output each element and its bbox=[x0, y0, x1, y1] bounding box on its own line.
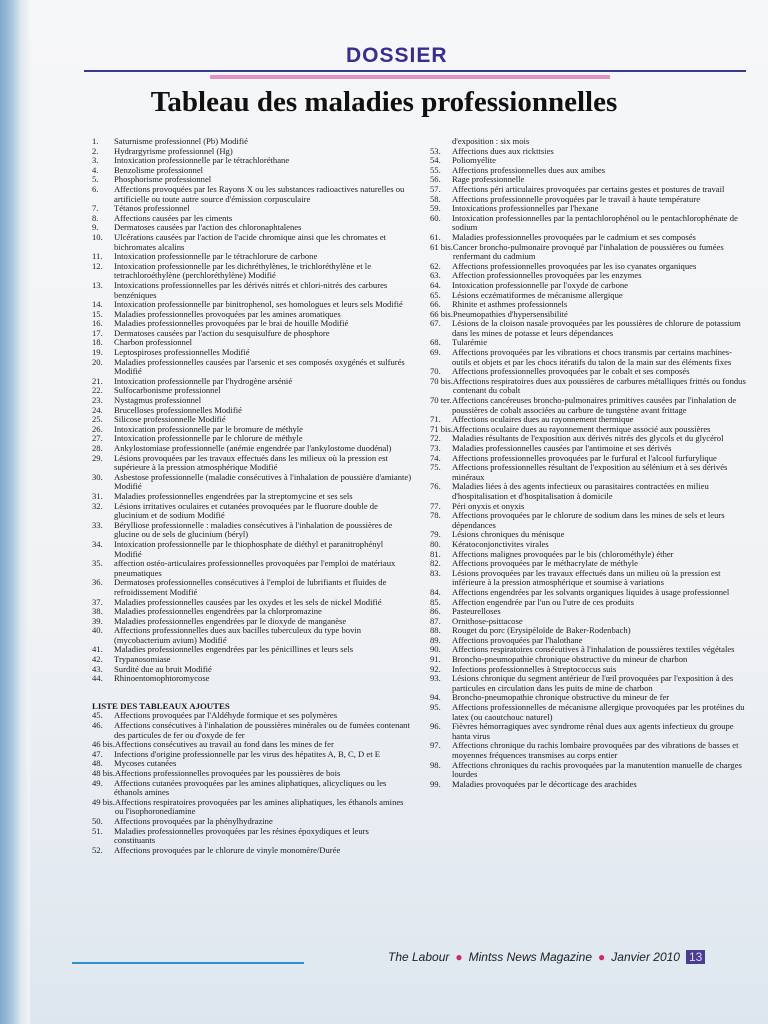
list-item bbox=[92, 540, 412, 559]
item-text: Affections professionnelles provoquées par le furfural et l'alcool furfurylique bbox=[452, 452, 717, 463]
item-text: Affections oculaires dues au rayonnement thermique bbox=[452, 414, 634, 425]
item-text: Phosphorisme professionnel bbox=[114, 174, 212, 185]
item-number: 41. bbox=[92, 644, 103, 655]
list-item bbox=[430, 511, 746, 530]
item-text: Intoxication professionnelle par le tétrachlorure de carbone bbox=[114, 251, 318, 262]
item-text: Affections provoquées par l'Aldéhyde formique et ses polymères bbox=[114, 710, 338, 721]
item-text: Affections professionnelles de mécanisme allergique provoquées par les protéines du latex (ou caoutchouc naturel) bbox=[452, 702, 745, 722]
item-text: Affections professionnelles provoquées par les iso cyanates organiques bbox=[452, 260, 697, 271]
item-number: 1. bbox=[92, 136, 99, 146]
item-number: 33. bbox=[92, 519, 103, 530]
item-text: Maladies professionnelles engendrées par la chlorpromazine bbox=[114, 606, 322, 617]
footer-magazine: Mintss News Magazine bbox=[468, 950, 593, 964]
list-item bbox=[430, 482, 746, 501]
item-number: 84. bbox=[430, 586, 441, 597]
item-number: 92. bbox=[430, 663, 441, 674]
item-text: Surdité due au bruit Modifié bbox=[114, 663, 212, 674]
item-text: Affections provoquées par les Rayons X ou les substances radioactives naturelles ou artificielle ou toute autre source d'émission corpusculaire bbox=[114, 183, 405, 204]
item-text: Ankylostomiase professionnelle (anémie engendrée par l'ankylostome duodénal) bbox=[114, 443, 392, 453]
item-text: Cancer broncho-pulmonaire provoqué par l'inhalation de poussières ou fumées renfermant du cadmium bbox=[452, 241, 724, 262]
item-text: Affections provoquées par les vibrations et chocs transmis par certains machines-outils et objets et par les chocs itératifs du talon de la main sur des éléments fixes bbox=[452, 347, 733, 367]
list-item bbox=[430, 722, 746, 741]
item-number: 5. bbox=[92, 174, 99, 185]
item-number: 46. bbox=[92, 720, 103, 731]
item-text: Broncho-pneumopathie chronique obstructive du mineur de charbon bbox=[452, 654, 688, 665]
item-number: 52. bbox=[92, 844, 103, 855]
item-text: Affections chronique du rachis lombaire provoquées par des vibrations de basses et moyennes fréquences transmises au corps entier bbox=[452, 740, 739, 760]
item-text: Maladies résultants de l'exposition aux dérivés nitrés des glycols et du glycérol bbox=[452, 433, 724, 444]
item-text: Maladies liées à des agents infectieux ou parasitaires contractées en milieu d'hospitalisation et d'hospitalisation à domicile bbox=[452, 481, 709, 501]
item-text: Asbestose professionnelle (maladie consécutives à l'inhalation de poussière d'amiante) Modifié bbox=[114, 471, 412, 492]
item-number: 89. bbox=[430, 634, 441, 645]
item-text: Rage professionnelle bbox=[452, 174, 525, 185]
item-text: Intoxication professionnelle par le chlorure de méthyle bbox=[114, 433, 303, 444]
item-number: 25. bbox=[92, 414, 103, 425]
item-text: Affections causées par les ciments bbox=[114, 212, 233, 223]
item-number: 54. bbox=[430, 155, 441, 166]
item-number: 63. bbox=[430, 270, 441, 281]
list-item bbox=[430, 703, 746, 722]
item-number: 78. bbox=[430, 510, 441, 521]
item-number: 79. bbox=[430, 529, 441, 540]
list-item bbox=[92, 674, 412, 684]
item-number: 29. bbox=[92, 452, 103, 463]
item-number: 70 ter. bbox=[430, 395, 452, 406]
item-number: 67. bbox=[430, 318, 441, 329]
item-number: 62. bbox=[430, 260, 441, 271]
item-number: 13. bbox=[92, 279, 103, 290]
item-text: Lésions provoquées par les travaux effectués dans un milieu où la pression est inférieure à la pression atmosphérique et soumise à variations bbox=[452, 567, 721, 588]
item-text: Dermatoses causées par l'action du sesquisulfure de phosphore bbox=[114, 327, 330, 338]
item-number: 77. bbox=[430, 500, 441, 511]
item-number: 2. bbox=[92, 145, 99, 156]
item-text: Lésions eczématiformes de mécanisme allergique bbox=[452, 289, 623, 300]
continued-text: d'exposition : six mois bbox=[452, 136, 530, 146]
item-text: Affections professionnelles résultant de l'exposition au sélénium et à ses dérivés minéraux bbox=[452, 462, 728, 482]
item-number: 96. bbox=[430, 721, 441, 732]
list-item bbox=[430, 463, 746, 482]
item-text: Rhinoentomophtoromycose bbox=[114, 673, 210, 684]
item-number: 66 bis. bbox=[430, 308, 453, 319]
item-number: 59. bbox=[430, 203, 441, 214]
item-number: 80. bbox=[430, 538, 441, 549]
item-number: 83. bbox=[430, 567, 441, 578]
list-item bbox=[92, 233, 412, 252]
item-text: Intoxication professionnelles par la pentachlorophénol ou le pentachlorophénate de sodium bbox=[452, 212, 738, 233]
item-number: 22. bbox=[92, 385, 103, 396]
item-text: Affections provoquées par le chlorure de sodium dans les mines de sels et leurs dépendances bbox=[452, 510, 725, 530]
item-text: Affections respiratoires dues aux poussières de carbures métalliques frittés ou fondus contenant du cobalt bbox=[452, 375, 746, 396]
list-item bbox=[92, 779, 412, 798]
item-number: 93. bbox=[430, 673, 441, 684]
item-text: Lésions irritatives oculaires et cutanées provoquées par le fluorure double de glucinium et de sodium Modifié bbox=[114, 500, 378, 521]
item-text: Fièvres hémorragiques avec syndrome rénal dues aux agents infectieux du groupe hanta virus bbox=[452, 721, 734, 741]
item-text: Affections provoquées par la phénylhydrazine bbox=[114, 815, 273, 826]
item-text: Maladies professionnelles provoquées par le cadmium et ses composés bbox=[452, 231, 696, 242]
item-text: Rouget du porc (Erysipéloïde de Baker-Rodenbach) bbox=[452, 625, 631, 636]
item-number: 74. bbox=[430, 452, 441, 463]
list-item bbox=[430, 741, 746, 760]
disease-list-right bbox=[430, 147, 746, 790]
item-text: Ulcérations causées par l'action de l'acide chromique ainsi que les chromates et bichromates alcalins bbox=[114, 231, 387, 252]
item-number: 21. bbox=[92, 375, 103, 386]
list-item bbox=[92, 798, 412, 817]
list-item bbox=[430, 214, 746, 233]
item-text: affection ostéo-articulaires professionnelles provoquées par l'emploi de matériaux pneumatiques bbox=[114, 558, 396, 578]
item-text: Mycoses cutanées bbox=[114, 758, 177, 769]
item-text: Péri onyxis et onyxis bbox=[452, 500, 525, 511]
item-text: Intoxication professionnelle par les dichréthylènes, le trichloréthylène et le tetrachloroéthylène (perchloréthylène) Modifié bbox=[114, 260, 372, 281]
item-text: Saturnisme professionnel (Pb) Modifié bbox=[114, 136, 248, 146]
item-text: Silicose professionnelle Modifié bbox=[114, 414, 226, 425]
item-number: 90. bbox=[430, 644, 441, 655]
item-text: Infections professionnelles à Streptococcus suis bbox=[452, 663, 617, 674]
item-number: 69. bbox=[430, 347, 441, 358]
item-number: 28. bbox=[92, 443, 103, 453]
item-number: 48. bbox=[92, 758, 103, 769]
item-text: Maladies provoquées par le décorticage des arachides bbox=[452, 778, 637, 789]
item-number: 64. bbox=[430, 279, 441, 290]
item-text: Maladies professionnelles provoquées par les résines époxydiques et leurs constituants bbox=[114, 825, 369, 846]
item-number: 27. bbox=[92, 433, 103, 444]
list-item bbox=[92, 559, 412, 578]
item-text: Affections provoquées par le méthacrylate de méthyle bbox=[452, 558, 638, 569]
item-text: Affections provoquées par l'halothane bbox=[452, 634, 583, 645]
item-text: Affections professionnelles provoquées par les poussières de bois bbox=[114, 768, 341, 778]
item-number: 40. bbox=[92, 625, 103, 636]
list-item bbox=[92, 454, 412, 473]
item-number: 8. bbox=[92, 212, 99, 223]
item-number: 12. bbox=[92, 260, 103, 271]
footer-rule bbox=[72, 962, 304, 964]
list-item bbox=[430, 761, 746, 780]
list-item bbox=[430, 377, 746, 396]
footer-date: Janvier 2010 bbox=[611, 950, 680, 964]
item-text: Maladies professionnelles engendrées par la streptomycine et ses sels bbox=[114, 490, 353, 501]
item-text: Poliomyélite bbox=[452, 155, 496, 166]
item-number: 60. bbox=[430, 212, 441, 223]
item-number: 36. bbox=[92, 577, 103, 588]
item-text: Lésions de la cloison nasale provoquées par les poussières de chlorure de potassium dans les mines de potasse et leurs dépendances bbox=[452, 318, 741, 338]
item-number: 44. bbox=[92, 673, 103, 684]
list-item bbox=[430, 348, 746, 367]
item-number: 97. bbox=[430, 740, 441, 751]
item-number: 23. bbox=[92, 395, 103, 406]
item-number: 50. bbox=[92, 815, 103, 826]
list-item bbox=[92, 262, 412, 281]
item-number: 38. bbox=[92, 606, 103, 617]
item-number: 53. bbox=[430, 145, 441, 156]
list-item bbox=[92, 846, 412, 856]
item-text: Benzolisme professionnel bbox=[114, 164, 204, 175]
item-text: Affections consécutives au travail au fond dans les mines de fer bbox=[114, 739, 334, 750]
item-number: 81. bbox=[430, 548, 441, 559]
item-number: 76. bbox=[430, 481, 441, 492]
item-number: 17. bbox=[92, 327, 103, 338]
item-number: 75. bbox=[430, 462, 441, 473]
item-number: 11. bbox=[92, 251, 103, 262]
item-number: 82. bbox=[430, 558, 441, 569]
item-number: 6. bbox=[92, 183, 99, 194]
item-text: Maladies professionnelles engendrées par le dioxyde de manganèse bbox=[114, 615, 347, 626]
item-number: 49. bbox=[92, 777, 103, 788]
item-number: 61 bis. bbox=[430, 241, 453, 252]
item-text: Dermatoses professionnelles consécutives à l'emploi de lubrifiants et fluides de refroidissement Modifié bbox=[114, 577, 387, 597]
item-number: 43. bbox=[92, 663, 103, 674]
item-text: Intoxications professionnelles par l'hexane bbox=[452, 203, 599, 214]
item-number: 19. bbox=[92, 347, 103, 358]
list-item bbox=[430, 319, 746, 338]
item-number: 14. bbox=[92, 299, 103, 310]
item-text: Ornithose-psittacose bbox=[452, 615, 523, 626]
item-text: Pasteurelloses bbox=[452, 606, 501, 617]
magazine-spine bbox=[0, 0, 30, 1024]
item-number: 58. bbox=[430, 193, 441, 204]
item-number: 46 bis. bbox=[92, 739, 115, 750]
item-number: 66. bbox=[430, 299, 441, 310]
item-number: 26. bbox=[92, 423, 103, 434]
item-number: 15. bbox=[92, 308, 103, 319]
list-item bbox=[92, 358, 412, 377]
item-number: 73. bbox=[430, 443, 441, 453]
item-number: 45. bbox=[92, 710, 103, 721]
item-number: 34. bbox=[92, 538, 103, 549]
section-label: DOSSIER bbox=[346, 44, 448, 67]
item-text: Affections consécutives à l'inhalation de poussières minérales ou de fumées contenant des particules de fer ou d'oxyde de fer bbox=[114, 720, 410, 740]
item-number: 30. bbox=[92, 471, 103, 482]
item-number: 94. bbox=[430, 692, 441, 703]
page-number: 13 bbox=[686, 950, 705, 964]
item-text: Affection professionnelles provoquées par les enzymes bbox=[452, 270, 642, 281]
item-number: 47. bbox=[92, 748, 103, 759]
item-text: Intoxication professionnelle par l'hydrogène arsénié bbox=[114, 375, 293, 386]
item-number: 65. bbox=[430, 289, 441, 300]
item-number: 71. bbox=[430, 414, 441, 425]
item-text: Dermatoses causées par l'action des chloronaphtalenes bbox=[114, 222, 302, 233]
list-item bbox=[92, 827, 412, 846]
item-number: 42. bbox=[92, 654, 103, 665]
left-column bbox=[92, 137, 412, 855]
list-item bbox=[430, 780, 746, 790]
item-text: Intoxication professionnelle par l'oxyde de carbone bbox=[452, 279, 628, 290]
item-text: Affections professionnelles provoquées par le cobalt et ses composés bbox=[452, 366, 690, 377]
added-tables-list bbox=[92, 711, 412, 855]
item-number: 95. bbox=[430, 702, 441, 713]
item-number: 51. bbox=[92, 825, 103, 836]
item-text: Intoxications professionnelles par les dérivés nitrés et chlori-nitrés des carbures benzéniques bbox=[114, 279, 388, 300]
item-text: Affections professionnelles dues aux amibes bbox=[452, 164, 606, 175]
item-number: 35. bbox=[92, 558, 103, 569]
item-text: Affections cutanées provoquées par les amines aliphatiques, alicycliques ou les éthanols amines bbox=[114, 777, 387, 798]
item-text: Rhinite et asthmes professionnels bbox=[452, 299, 568, 310]
list-item bbox=[92, 626, 412, 645]
item-number: 37. bbox=[92, 596, 103, 607]
item-number: 99. bbox=[430, 778, 441, 789]
item-text: Affections professionnelle provoquées par le travail à haute température bbox=[452, 193, 701, 204]
item-number: 18. bbox=[92, 337, 103, 348]
list-item bbox=[92, 521, 412, 540]
item-number: 71 bis. bbox=[430, 423, 453, 434]
item-number: 70. bbox=[430, 366, 441, 377]
list-item bbox=[92, 578, 412, 597]
item-text: Trypanosomiase bbox=[114, 654, 171, 665]
disease-list-left bbox=[92, 137, 412, 684]
item-text: Lésions provoquées par les travaux effectués dans les milieux où la pression est supérieure à la pression atmosphérique Modifié bbox=[114, 452, 388, 473]
item-number: 57. bbox=[430, 183, 441, 194]
bullet-icon: ● bbox=[455, 950, 463, 964]
item-text: Hydrargyrisme professionnel (Hg) bbox=[114, 145, 233, 156]
list-item bbox=[92, 502, 412, 521]
item-number: 86. bbox=[430, 606, 441, 617]
item-number: 32. bbox=[92, 500, 103, 511]
item-text: Affections provoquées par le chlorure de vinyle monomère/Durée bbox=[114, 844, 341, 855]
item-text: Sulfocarbonisme professionnel bbox=[114, 385, 221, 396]
item-text: Intoxication professionnelle par le bromure de méthyle bbox=[114, 423, 303, 434]
bullet-icon: ● bbox=[598, 950, 606, 964]
item-text: Nystagmus professionnel bbox=[114, 395, 202, 406]
item-text: Intoxication professionnelle par le tétrachloréthane bbox=[114, 155, 290, 166]
item-text: Maladies professionnelles causées par l'antimoine et ses dérivés bbox=[452, 443, 672, 453]
item-number: 4. bbox=[92, 164, 99, 175]
item-number: 88. bbox=[430, 625, 441, 636]
item-number: 55. bbox=[430, 164, 441, 175]
item-number: 39. bbox=[92, 615, 103, 626]
item-text: Intoxication professionnelle par le thiophosphate de diéthyl et paranitrophényl Modifié bbox=[114, 538, 384, 559]
item-text: Tularémie bbox=[452, 337, 488, 348]
item-text: Tétanos professionnel bbox=[114, 203, 190, 214]
item-text: Affections respiratoires provoquées par les amines aliphatiques, les éthanols amines ou l'isophoronediamine bbox=[114, 796, 404, 817]
item-text: Leptospiroses professionnelles Modifié bbox=[114, 347, 250, 358]
item-text: Maladies professionnelles provoquées par le brai de houille Modifié bbox=[114, 318, 349, 329]
added-tables-heading: LISTE DES TABLEAUX AJOUTES bbox=[92, 700, 230, 711]
list-item bbox=[92, 281, 412, 300]
item-text: Pneumopathies d'hypersensibilité bbox=[452, 308, 568, 319]
item-number: 16. bbox=[92, 318, 103, 329]
header-rule bbox=[84, 70, 746, 72]
item-number: 85. bbox=[430, 596, 441, 607]
item-text: Maladies professionnelles causées par les oxydes et les sels de nickel Modifié bbox=[114, 596, 382, 607]
item-text: Lésions chroniques du ménisque bbox=[452, 529, 565, 540]
item-text: Intoxication professionnelle par binitrophenol, ses homologues et leurs sels Modifié bbox=[114, 299, 403, 310]
page-footer bbox=[388, 950, 705, 964]
list-item bbox=[92, 721, 412, 740]
item-text: Broncho-pneumopathie chronique obstructive du mineur de fer bbox=[452, 692, 670, 703]
item-text: Affections professionnelles dues aux bacilles tuberculeux du type bovin (mycobacterium avium) Modifié bbox=[114, 625, 362, 645]
item-text: Bérylliose professionnelle : maladies consécutives à l'inhalation de poussières de glucine ou de sels de glucinium (béryl) bbox=[114, 519, 393, 540]
right-column bbox=[430, 137, 746, 789]
item-text: Affections péri articulaires provoquées par certains gestes et postures de travail bbox=[452, 183, 725, 194]
item-text: Infections d'origine professionnelle par les virus des hépatites A, B, C, D et E bbox=[114, 748, 380, 759]
item-number: 68. bbox=[430, 337, 441, 348]
item-number: 91. bbox=[430, 654, 441, 665]
item-text: Affection engendrée par l'un ou l'utre de ces produits bbox=[452, 596, 634, 607]
item-text: Charbon professionnel bbox=[114, 337, 193, 348]
list-item bbox=[92, 185, 412, 204]
item-number: 3. bbox=[92, 155, 99, 166]
list-item bbox=[430, 569, 746, 588]
item-number: 31. bbox=[92, 490, 103, 501]
list-item bbox=[92, 473, 412, 492]
item-text: Kératoconjonctivites virales bbox=[452, 538, 549, 549]
item-text: Affections cancéreuses broncho-pulmonaires primitives causées par l'inhalation de poussières de cobalt associées au carbure de tungstène avant frittage bbox=[452, 395, 737, 415]
item-number: 61. bbox=[430, 231, 441, 242]
list-item bbox=[430, 243, 746, 262]
item-text: Brucelloses professionnelles Modifié bbox=[114, 404, 242, 415]
item-number: 70 bis. bbox=[430, 375, 453, 386]
item-number: 56. bbox=[430, 174, 441, 185]
item-text: Affections respiratoires consécutives à l'inhalation de poussières textiles végétales bbox=[452, 644, 735, 655]
item-text: Maladies professionnelles provoquées par les amines aromatiques bbox=[114, 308, 341, 319]
item-text: Maladies professionnelles engendrées par les pénicillines et leurs sels bbox=[114, 644, 354, 655]
item-text: Affections engendrées par les solvants organiques liquides à usage professionnel bbox=[452, 586, 730, 597]
list-item bbox=[430, 396, 746, 415]
item-text: Affections dues aux rickttsies bbox=[452, 145, 554, 156]
item-number: 7. bbox=[92, 203, 99, 214]
header-accent-bar bbox=[210, 75, 610, 79]
item-number: 10. bbox=[92, 231, 103, 242]
item-number: 87. bbox=[430, 615, 441, 626]
item-number: 98. bbox=[430, 759, 441, 770]
item-text: Maladies professionnelles causées par l'arsenic et ses composés oxygénés et sulfurés Modifié bbox=[114, 356, 405, 377]
item-number: 20. bbox=[92, 356, 103, 367]
item-text: Lésions chronique du segment antérieur de l'œil provoquées par l'exposition à des particules en circulation dans les puits de mine de charbon bbox=[452, 673, 734, 693]
list-item bbox=[430, 674, 746, 693]
page-title: Tableau des maladies professionnelles bbox=[150, 86, 618, 118]
item-number: 9. bbox=[92, 222, 99, 233]
item-number: 24. bbox=[92, 404, 103, 415]
footer-publisher: The Labour bbox=[388, 950, 450, 964]
item-text: Affections malignes provoquées par le bis (chlorométhyle) éther bbox=[452, 548, 674, 559]
item-number: 49 bis. bbox=[92, 796, 115, 807]
item-text: Affections oculaire dues au rayonnement thermique associé aux poussières bbox=[452, 423, 711, 434]
item-number: 72. bbox=[430, 433, 441, 444]
item-number: 48 bis. bbox=[92, 768, 115, 778]
item-text: Affections chroniques du rachis provoquées par la manutention manuelle de charges lourdes bbox=[452, 759, 742, 780]
